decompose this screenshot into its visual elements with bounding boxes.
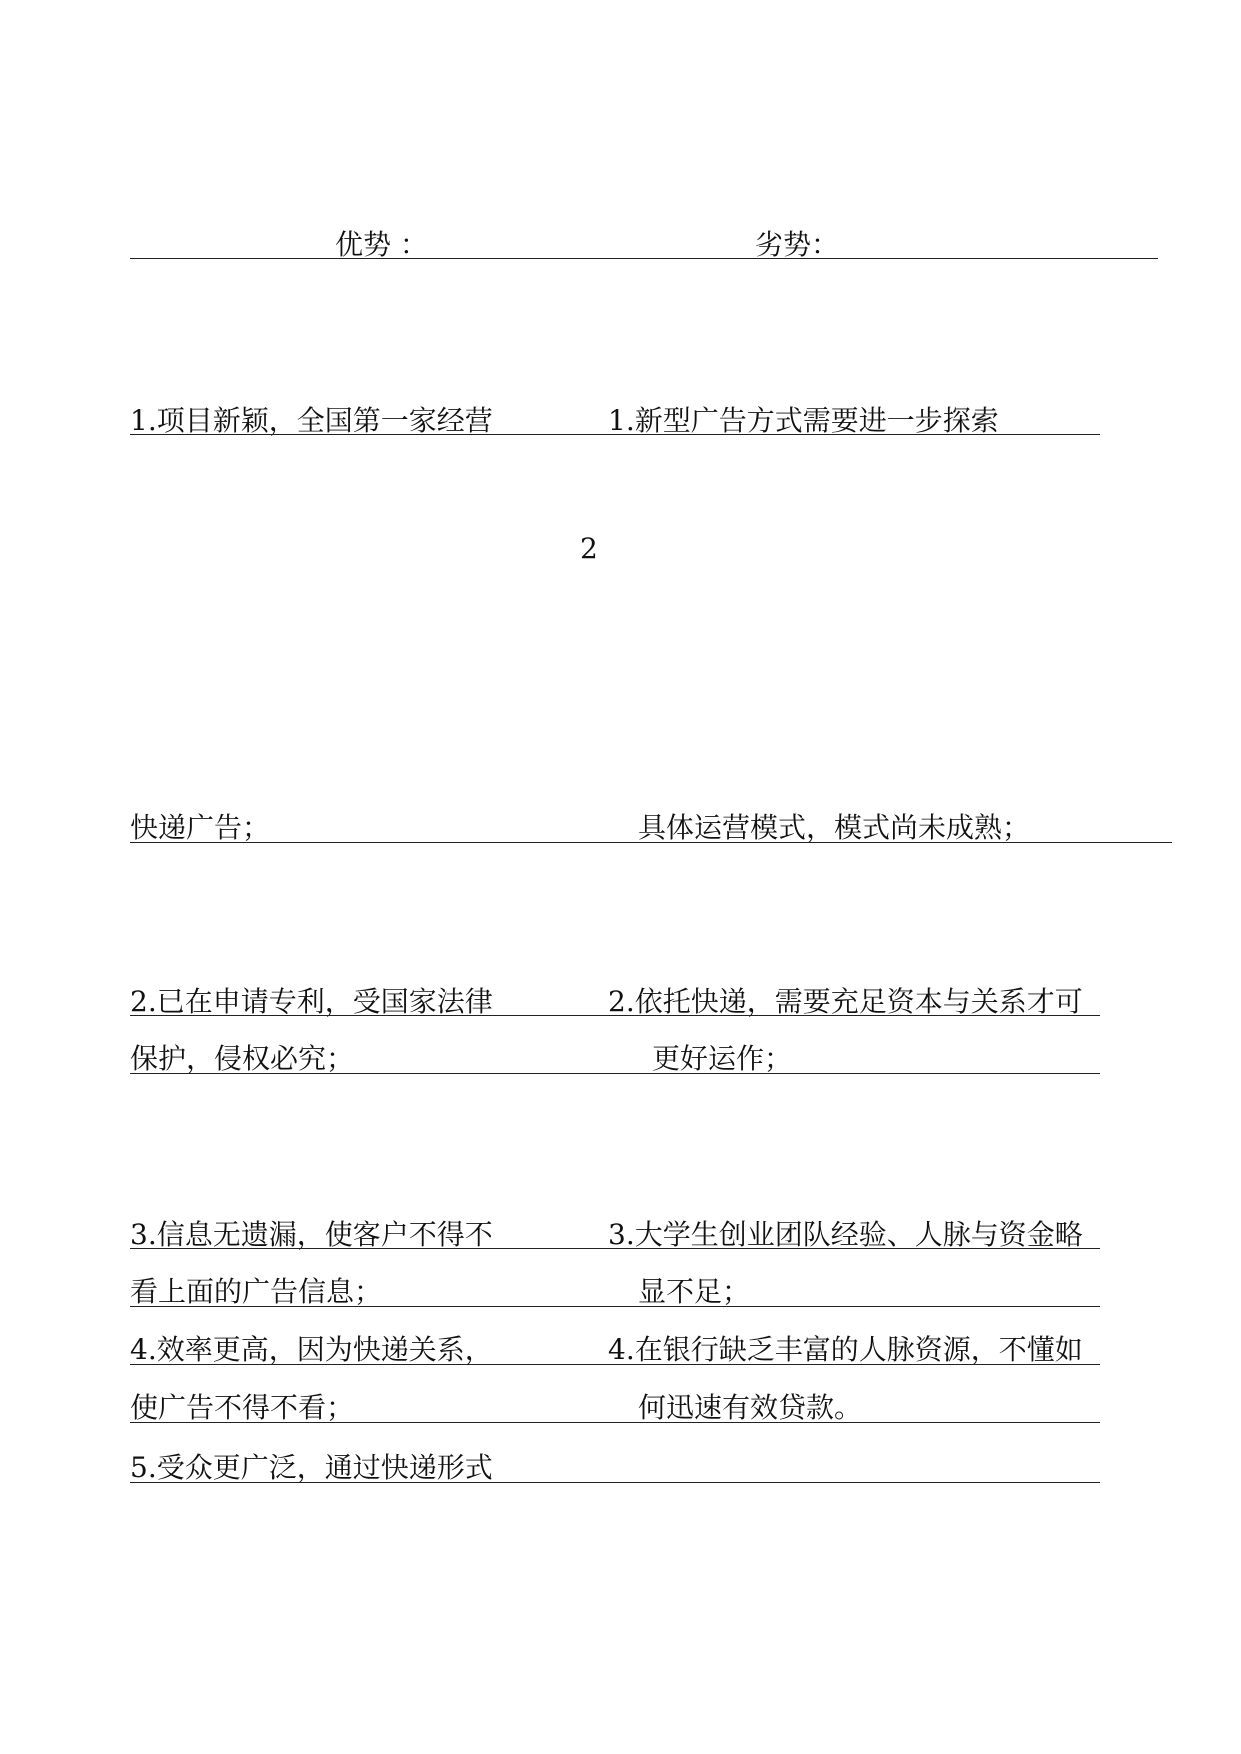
disadvantage-1: 1.新型广告方式需要进一步探索	[608, 404, 999, 437]
row-rule	[130, 1073, 1100, 1074]
row-rule	[130, 1015, 1100, 1016]
row-rule	[130, 434, 1100, 435]
row-rule	[130, 1422, 1100, 1423]
disadvantages-heading: 劣势：	[755, 228, 840, 261]
disadvantage-3: 3.大学生创业团队经验、人脉与资金略	[608, 1218, 1083, 1251]
disadvantage-4-continued: 何迅速有效贷款。	[638, 1391, 863, 1424]
disadvantage-2-continued: 更好运作；	[652, 1042, 793, 1075]
row-rule	[130, 1248, 1100, 1249]
advantage-3: 3.信息无遗漏，使客户不得不	[130, 1218, 493, 1251]
advantage-4: 4.效率更高，因为快递关系，	[130, 1333, 493, 1366]
advantage-1-continued: 快递广告；	[130, 811, 271, 844]
header-rule	[130, 258, 1158, 259]
advantage-4-continued: 使广告不得不看；	[130, 1391, 355, 1424]
advantage-3-continued: 看上面的广告信息；	[130, 1275, 383, 1308]
row-rule	[130, 842, 1172, 843]
row-rule	[130, 1482, 1100, 1483]
row-rule	[130, 1364, 1100, 1365]
disadvantage-4: 4.在银行缺乏丰富的人脉资源，不懂如	[608, 1333, 1083, 1366]
advantage-1: 1.项目新颖，全国第一家经营	[130, 404, 493, 437]
row-rule	[130, 1306, 1100, 1307]
page-number: 2	[580, 532, 598, 565]
advantage-2: 2.已在申请专利，受国家法律	[130, 985, 493, 1018]
advantage-2-continued: 保护，侵权必究；	[130, 1042, 355, 1075]
advantages-heading: 优势 ：	[335, 228, 428, 261]
advantage-5: 5.受众更广泛，通过快递形式	[130, 1451, 493, 1484]
disadvantage-1-continued: 具体运营模式，模式尚未成熟；	[638, 811, 1031, 844]
disadvantage-2: 2.依托快递，需要充足资本与关系才可	[608, 985, 1083, 1018]
disadvantage-3-continued: 显不足；	[638, 1275, 751, 1308]
